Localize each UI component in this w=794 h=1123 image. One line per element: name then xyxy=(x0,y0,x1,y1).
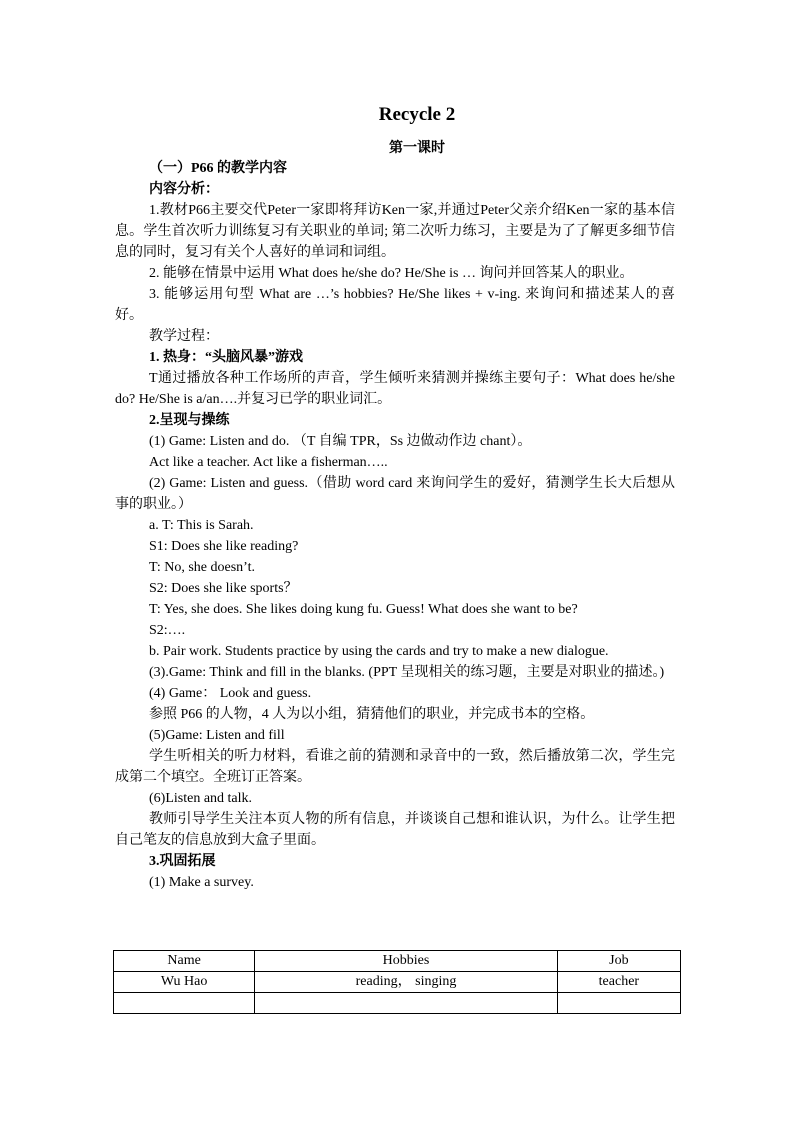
paragraph: 3.巩固拓展 xyxy=(149,854,216,869)
paragraph: b. Pair work. Students practice by using the cards and try to make a new dialogue. xyxy=(149,644,609,659)
document-title: Recycle 2 xyxy=(378,104,456,125)
paragraph: (1) Game: Listen and do. （T 自编 TPR，Ss 边做动作边 chant）。 xyxy=(149,434,532,449)
paragraph: T: No, she doesn’t. xyxy=(149,560,255,575)
table-cell xyxy=(255,993,558,1014)
lesson-content xyxy=(115,158,675,893)
paragraph: 1.教材P66主要交代Peter一家即将拜访Ken一家,并通过Peter父亲介绍Ken一家的基本信息。学生首次听力训练复习有关职业的单词; 第二次听力练习，主要是为了了解更多细节信息的同时，复习有关个人喜好的单词和词组。 xyxy=(115,203,675,260)
paragraph: T通过播放各种工作场所的声音，学生倾听来猜测并操练主要句子：What does he/she do? He/She is a/an….并复习已学的职业词汇。 xyxy=(115,371,675,407)
table-cell: reading， singing xyxy=(255,972,558,993)
paragraph: T: Yes, she does. She likes doing kung fu. Guess! What does she want to be? xyxy=(149,602,578,617)
table-cell xyxy=(557,993,680,1014)
paragraph: 2. 能够在情景中运用 What does he/she do? He/She is … 询问并回答某人的职业。 xyxy=(149,266,634,281)
table-cell: Wu Hao xyxy=(114,972,255,993)
table-row xyxy=(114,972,681,993)
paragraph: Act like a teacher. Act like a fisherman….. xyxy=(149,455,388,470)
paragraph: 3. 能够运用句型 What are …’s hobbies? He/She likes + v-ing. 来询问和描述某人的喜好。 xyxy=(115,287,675,323)
paragraph: 教师引导学生关注本页人物的所有信息，并谈谈自己想和谁认识，为什么。让学生把自己笔友的信息放到大盒子里面。 xyxy=(115,812,675,848)
paragraph: 2.呈现与操练 xyxy=(149,413,230,428)
paragraph: 学生听相关的听力材料，看谁之前的猜测和录音中的一致，然后播放第二次，学生完成第二个填空。全班订正答案。 xyxy=(115,749,675,785)
table-cell: teacher xyxy=(557,972,680,993)
lesson-subtitle: 第一课时 xyxy=(389,141,445,156)
table-header-cell: Hobbies xyxy=(255,951,558,972)
paragraph: 参照 P66 的人物，4 人为以小组，猜猜他们的职业，并完成书本的空格。 xyxy=(149,707,595,722)
paragraph: S2: Does she like sports？ xyxy=(149,581,298,596)
paragraph: 内容分析： xyxy=(149,182,219,197)
paragraph: S2:…. xyxy=(149,623,186,638)
paragraph: (1) Make a survey. xyxy=(149,875,254,890)
paragraph: (3).Game: Think and fill in the blanks. (PPT 呈现相关的练习题，主要是对职业的描述。) xyxy=(149,665,665,680)
paragraph: a. T: This is Sarah. xyxy=(149,518,254,533)
paragraph: (4) Game： Look and guess. xyxy=(149,686,312,701)
paragraph: (5)Game: Listen and fill xyxy=(149,728,285,743)
table-header-cell: Name xyxy=(114,951,255,972)
paragraph: (2) Game: Listen and guess.（借助 word card 来询问学生的爱好，猜测学生长大后想从事的职业。） xyxy=(115,476,675,512)
paragraph: （一）P66 的教学内容 xyxy=(149,161,288,176)
paragraph: 教学过程： xyxy=(149,329,219,344)
paragraph: S1: Does she like reading? xyxy=(149,539,299,554)
table-cell xyxy=(114,993,255,1014)
table-header-cell: Job xyxy=(557,951,680,972)
survey-table xyxy=(113,950,681,1014)
paragraph: (6)Listen and talk. xyxy=(149,791,253,806)
table-header-row xyxy=(114,951,681,972)
paragraph: 1. 热身：“头脑风暴”游戏 xyxy=(149,350,303,365)
table-row xyxy=(114,993,681,1014)
